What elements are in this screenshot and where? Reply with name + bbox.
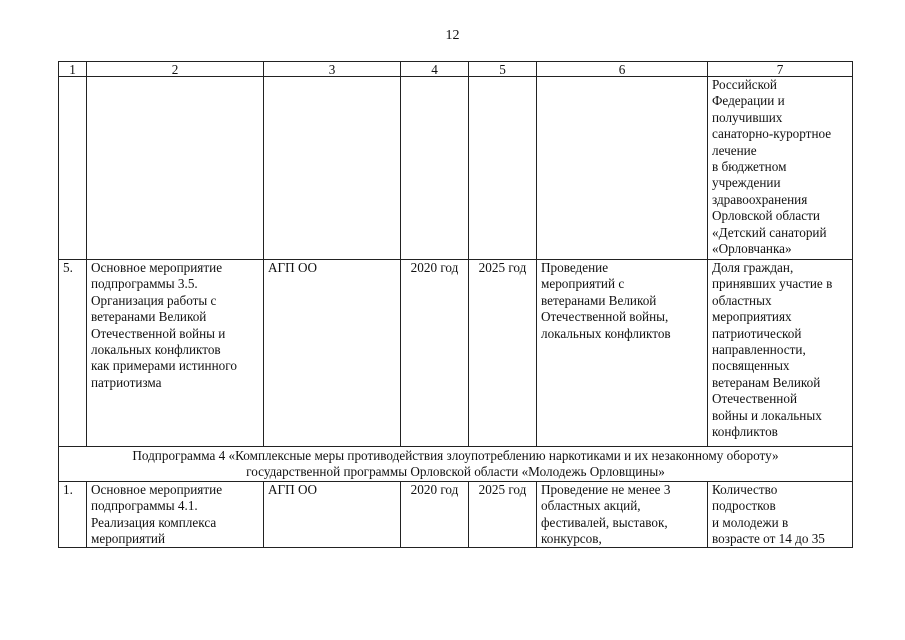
start-year-cell: 2020 год	[401, 260, 469, 447]
start-year-cell: 2020 год	[401, 481, 469, 548]
continuation-row	[59, 77, 853, 260]
column-number-row	[59, 62, 853, 77]
executor-cell: АГП ОО	[264, 481, 401, 548]
end-year-cell: 2025 год	[469, 481, 537, 548]
column-number-5: 5	[469, 62, 537, 77]
row-number: 5.	[59, 260, 87, 447]
activity-name-cell: Основное мероприятие подпрограммы 3.5. Организация работы с ветеранами Великой Отечественной войны и локальных конфликтов как примерами истинного патриотизма	[87, 260, 264, 447]
activity-name-cell: Основное мероприятие подпрограммы 4.1. Реализация комплекса мероприятий	[87, 481, 264, 548]
program-activities-table	[58, 61, 853, 548]
column-number-1: 1	[59, 62, 87, 77]
table-row	[59, 481, 853, 548]
column-number-3: 3	[264, 62, 401, 77]
cell-empty	[87, 77, 264, 260]
cell-empty	[537, 77, 708, 260]
expected-result-cell: Проведение не менее 3 областных акций, фестивалей, выставок, конкурсов,	[537, 481, 708, 548]
indicator-cell: Количество подростков и молодежи в возрасте от 14 до 35	[708, 481, 853, 548]
cell-empty	[264, 77, 401, 260]
executor-cell: АГП ОО	[264, 260, 401, 447]
cell-empty	[401, 77, 469, 260]
column-number-7: 7	[708, 62, 853, 77]
page-number: 12	[445, 28, 460, 43]
cell-empty	[59, 77, 87, 260]
indicator-cell: Доля граждан, принявших участие в областных мероприятиях патриотической направленности, посвященных ветеранам Великой Отечественной войны и локальных конфликтов	[708, 260, 853, 447]
cell-empty	[469, 77, 537, 260]
end-year-cell: 2025 год	[469, 260, 537, 447]
column-number-6: 6	[537, 62, 708, 77]
row-number: 1.	[59, 481, 87, 548]
indicator-cell: Российской Федерации и получивших санаторно-курортное лечение в бюджетном учреждении здравоохранения Орловской области «Детский санаторий «Орловчанка»	[708, 77, 853, 260]
column-number-4: 4	[401, 62, 469, 77]
table-row	[59, 260, 853, 447]
column-number-2: 2	[87, 62, 264, 77]
expected-result-cell: Проведение мероприятий с ветеранами Великой Отечественной войны, локальных конфликтов	[537, 260, 708, 447]
subprogram-title-row	[59, 447, 853, 482]
subprogram-title: Подпрограмма 4 «Комплексные меры противодействия злоупотреблению наркотиками и их незаконному обороту» государственной программы Орловской области «Молодежь Орловщины»	[59, 447, 853, 482]
